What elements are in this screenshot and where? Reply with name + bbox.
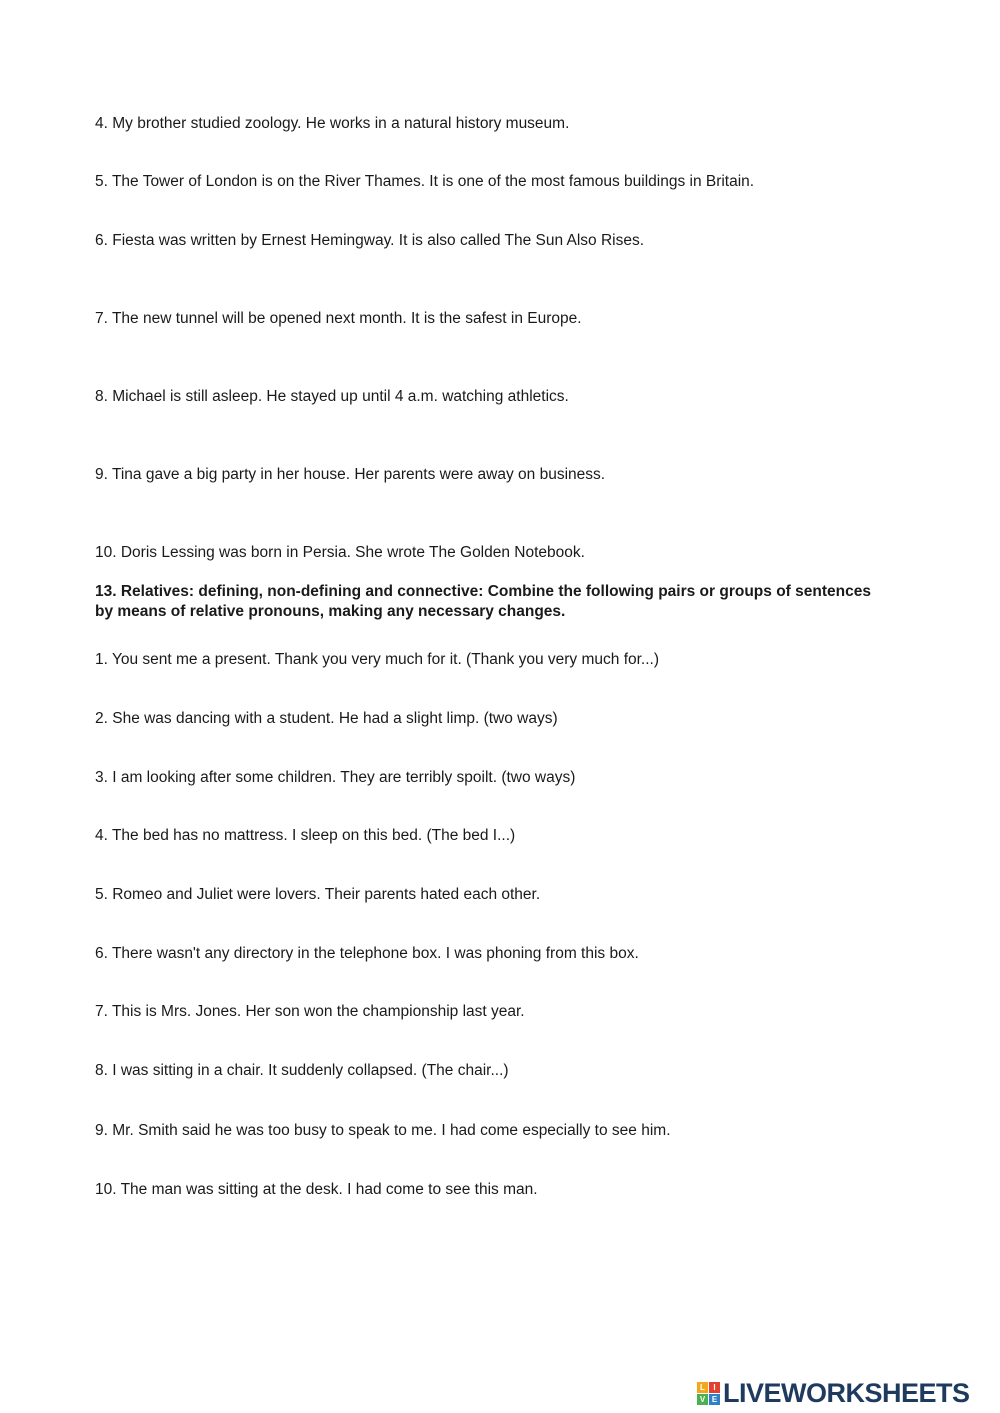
logo-mark-tile-v: V [697, 1394, 708, 1405]
section-13-item-1: 1. You sent me a present. Thank you very much for it. (Thank you very much for...) [95, 651, 660, 668]
section-13-item-7: 7. This is Mrs. Jones. Her son won the championship last year. [95, 1003, 525, 1020]
liveworksheets-logo-mark [697, 1382, 720, 1405]
section-13-heading: 13. Relatives: defining, non-defining and connective: Combine the following pairs or groups of sentences by means of relative pronouns, making any necessary changes. [95, 583, 871, 620]
exercise-item-10: 10. Doris Lessing was born in Persia. She wrote The Golden Notebook. [95, 544, 585, 561]
section-13-item-10: 10. The man was sitting at the desk. I had come to see this man. [95, 1181, 538, 1198]
exercise-item-6: 6. Fiesta was written by Ernest Hemingway. It is also called The Sun Also Rises. [95, 232, 645, 249]
exercise-item-7: 7. The new tunnel will be opened next month. It is the safest in Europe. [95, 310, 582, 327]
exercise-item-5: 5. The Tower of London is on the River Thames. It is one of the most famous buildings in Britain. [95, 173, 755, 190]
exercise-item-4: 4. My brother studied zoology. He works in a natural history museum. [95, 115, 570, 132]
exercise-item-8: 8. Michael is still asleep. He stayed up until 4 a.m. watching athletics. [95, 388, 569, 405]
logo-mark-tile-l: L [697, 1382, 708, 1393]
section-13-item-6: 6. There wasn't any directory in the telephone box. I was phoning from this box. [95, 945, 639, 962]
liveworksheets-logo-text: LIVEWORKSHEETS [723, 1377, 970, 1408]
section-13-item-8: 8. I was sitting in a chair. It suddenly collapsed. (The chair...) [95, 1062, 509, 1079]
exercise-item-9: 9. Tina gave a big party in her house. Her parents were away on business. [95, 466, 606, 483]
section-13-item-9: 9. Mr. Smith said he was too busy to speak to me. I had come especially to see him. [95, 1122, 671, 1139]
section-13-item-4: 4. The bed has no mattress. I sleep on this bed. (The bed I...) [95, 827, 516, 844]
section-13-item-5: 5. Romeo and Juliet were lovers. Their parents hated each other. [95, 886, 541, 903]
liveworksheets-logo [697, 1376, 970, 1410]
logo-mark-tile-e: E [709, 1394, 720, 1405]
section-13-item-3: 3. I am looking after some children. They are terribly spoilt. (two ways) [95, 769, 576, 786]
section-13-item-2: 2. She was dancing with a student. He had a slight limp. (two ways) [95, 710, 558, 727]
logo-mark-tile-i: I [709, 1382, 720, 1393]
